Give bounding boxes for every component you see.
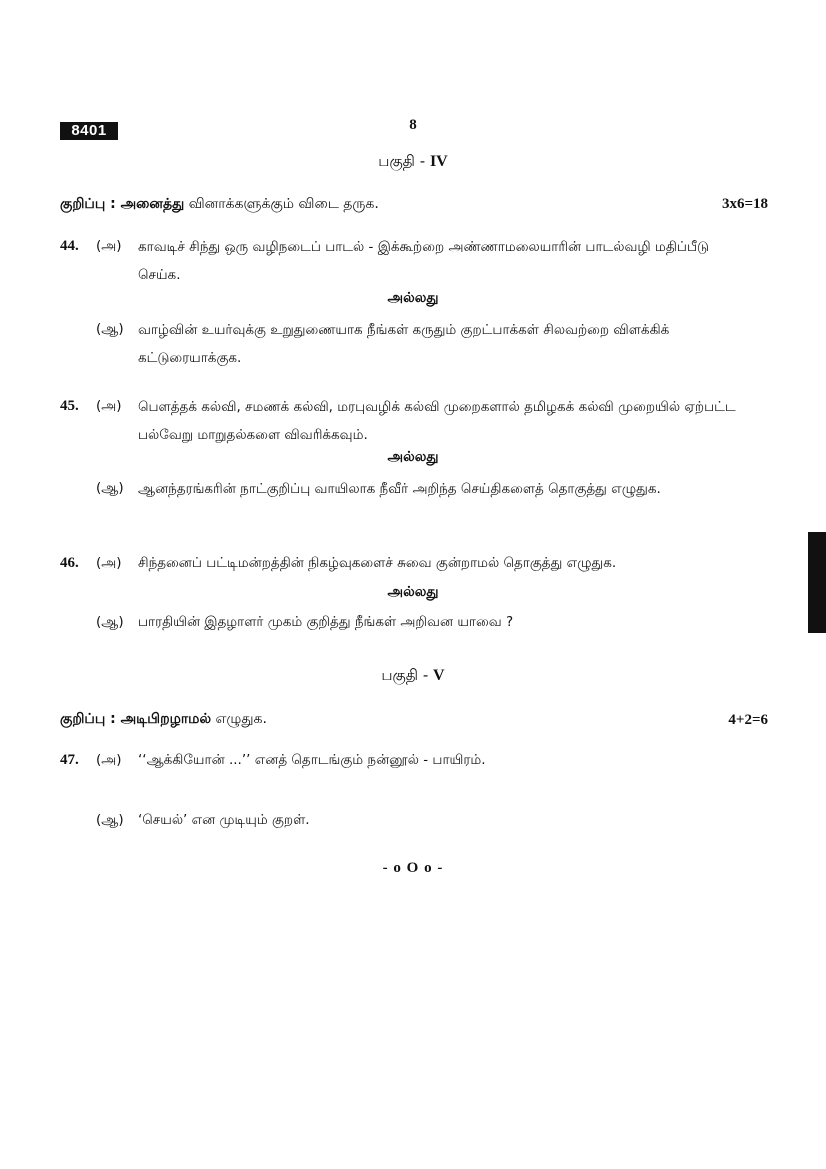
- part-4-note: [60, 196, 379, 214]
- part-5-note-label: குறிப்பு :: [60, 711, 121, 727]
- question-46-or: அல்லது: [387, 584, 439, 600]
- question-47-a-label: (அ): [96, 752, 122, 768]
- question-45-or: அல்லது: [387, 449, 439, 465]
- question-44-b-text: வாழ்வின் உயர்வுக்கு உறுதுணையாக நீங்கள் கருதும் குறட்பாக்கள் சிலவற்றை விளக்கிக் கட்டுரையாக்குக.: [138, 322, 670, 366]
- question-45-b-label: (ஆ): [96, 480, 124, 496]
- question-44-number: 44.: [60, 238, 79, 254]
- question-47-b-text: ‘செயல்’ என முடியும் குறள்.: [138, 812, 310, 828]
- part-5-note: [60, 711, 267, 729]
- question-44-a-text: காவடிச் சிந்து ஒரு வழிநடைப் பாடல் - இக்கூற்றை அண்ணாமலையாரின் பாடல்வழி மதிப்பீடு செய்க.: [138, 239, 710, 283]
- question-45-a-label: (அ): [96, 398, 122, 414]
- paper-code-badge: 8401: [60, 122, 118, 140]
- question-45-number: 45.: [60, 398, 79, 414]
- part-4-note-label: குறிப்பு :: [60, 196, 121, 212]
- question-46-number: 46.: [60, 555, 79, 571]
- question-45-a-text: பௌத்தக் கல்வி, சமணக் கல்வி, மரபுவழிக் கல்வி முறைகளால் தமிழகக் கல்வி முறையில் ஏற்பட்ட பல்வேறு மாறுதல்களை விவரிக்கவும்.: [138, 399, 736, 443]
- question-47-a-text: ‘‘ஆக்கியோன் ...’’ எனத் தொடங்கும் நன்னூல் - பாயிரம்.: [138, 752, 486, 768]
- part-5-title: [0, 666, 826, 686]
- part-5-marks: 4+2=6: [728, 712, 768, 728]
- question-46-a-text: சிந்தனைப் பட்டிமன்றத்தின் நிகழ்வுகளைச் சுவை குன்றாமல் தொகுத்து எழுதுக.: [138, 555, 617, 571]
- side-tab-marker: [808, 532, 826, 633]
- part-5-note-rest: எழுதுக.: [211, 711, 267, 727]
- part-5-note-bold: அடிபிறழாமல்: [120, 711, 212, 727]
- part-4-title: [0, 152, 826, 172]
- page-number: 8: [409, 117, 417, 133]
- question-44-or: அல்லது: [387, 290, 439, 306]
- part-4-note-rest: வினாக்களுக்கும் விடை தருக.: [184, 196, 379, 212]
- question-46-b-text: பாரதியின் இதழாளர் முகம் குறித்து நீங்கள் அறிவன யாவை ?: [138, 614, 514, 630]
- question-45-b-text: ஆனந்தரங்கரின் நாட்குறிப்பு வாயிலாக நீவீர் அறிந்த செய்திகளைத் தொகுத்து எழுதுக.: [138, 481, 661, 497]
- part-4-title-text: பகுதி -: [378, 152, 430, 170]
- question-47-b-label: (ஆ): [96, 812, 124, 828]
- part-4-roman: IV: [429, 153, 448, 170]
- part-5-roman: V: [433, 667, 445, 684]
- question-47-number: 47.: [60, 752, 79, 768]
- part-5-title-text: பகுதி -: [381, 666, 434, 684]
- question-46-b-label: (ஆ): [96, 614, 124, 630]
- question-46-a-label: (அ): [96, 555, 122, 571]
- part-4-marks: 3x6=18: [721, 196, 768, 212]
- question-44-b-label: (ஆ): [96, 321, 124, 337]
- question-44-a-label: (அ): [96, 238, 122, 254]
- end-mark: - o O o -: [382, 860, 444, 876]
- part-4-note-bold: அனைத்து: [120, 196, 185, 212]
